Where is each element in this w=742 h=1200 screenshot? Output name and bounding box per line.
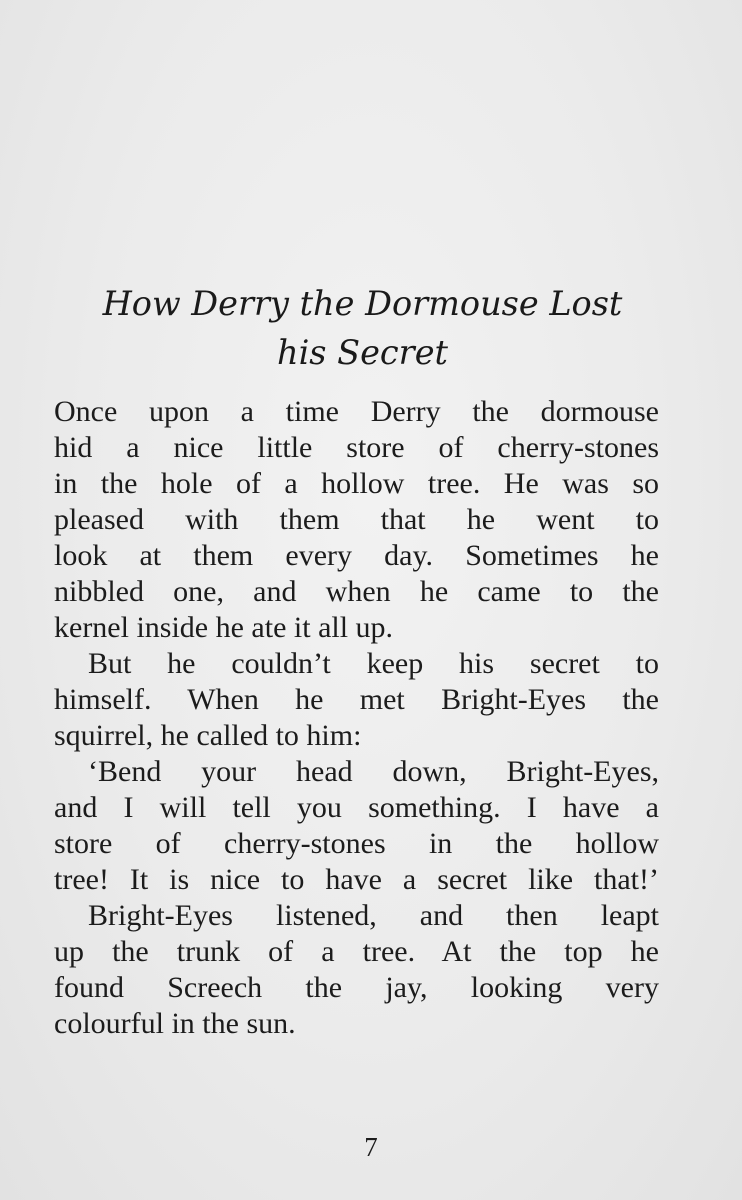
text-line: kernel inside he ate it all up. [54, 611, 394, 644]
chapter-title-line-2: his Secret [277, 333, 448, 372]
story-text [54, 394, 659, 1042]
text-line: himself. When he met Bright-Eyes the [54, 683, 659, 716]
text-line: look at them every day. Sometimes he [54, 539, 659, 572]
text-line: and I will tell you something. I have a [54, 791, 659, 824]
text-line: hid a nice little store of cherry-stones [54, 431, 659, 464]
text-line: squirrel, he called to him: [54, 719, 362, 752]
text-line: Once upon a time Derry the dormouse [54, 395, 659, 428]
text-line: colourful in the sun. [54, 1007, 296, 1040]
text-line: But he couldn’t keep his secret to [88, 647, 659, 680]
text-line: Bright-Eyes listened, and then leapt [88, 899, 659, 932]
text-line: nibbled one, and when he came to the [54, 575, 659, 608]
text-line: store of cherry-stones in the hollow [54, 827, 659, 860]
text-line: in the hole of a hollow tree. He was so [54, 467, 659, 500]
text-line: ‘Bend your head down, Bright-Eyes, [88, 755, 659, 788]
text-line: pleased with them that he went to [54, 503, 659, 536]
text-line: found Screech the jay, looking very [54, 971, 659, 1004]
text-line: up the trunk of a tree. At the top he [54, 935, 659, 968]
text-line: tree! It is nice to have a secret like that!’ [54, 863, 659, 896]
page-number: 7 [364, 1132, 378, 1162]
chapter-title-line-1: How Derry the Dormouse Lost [102, 284, 623, 323]
